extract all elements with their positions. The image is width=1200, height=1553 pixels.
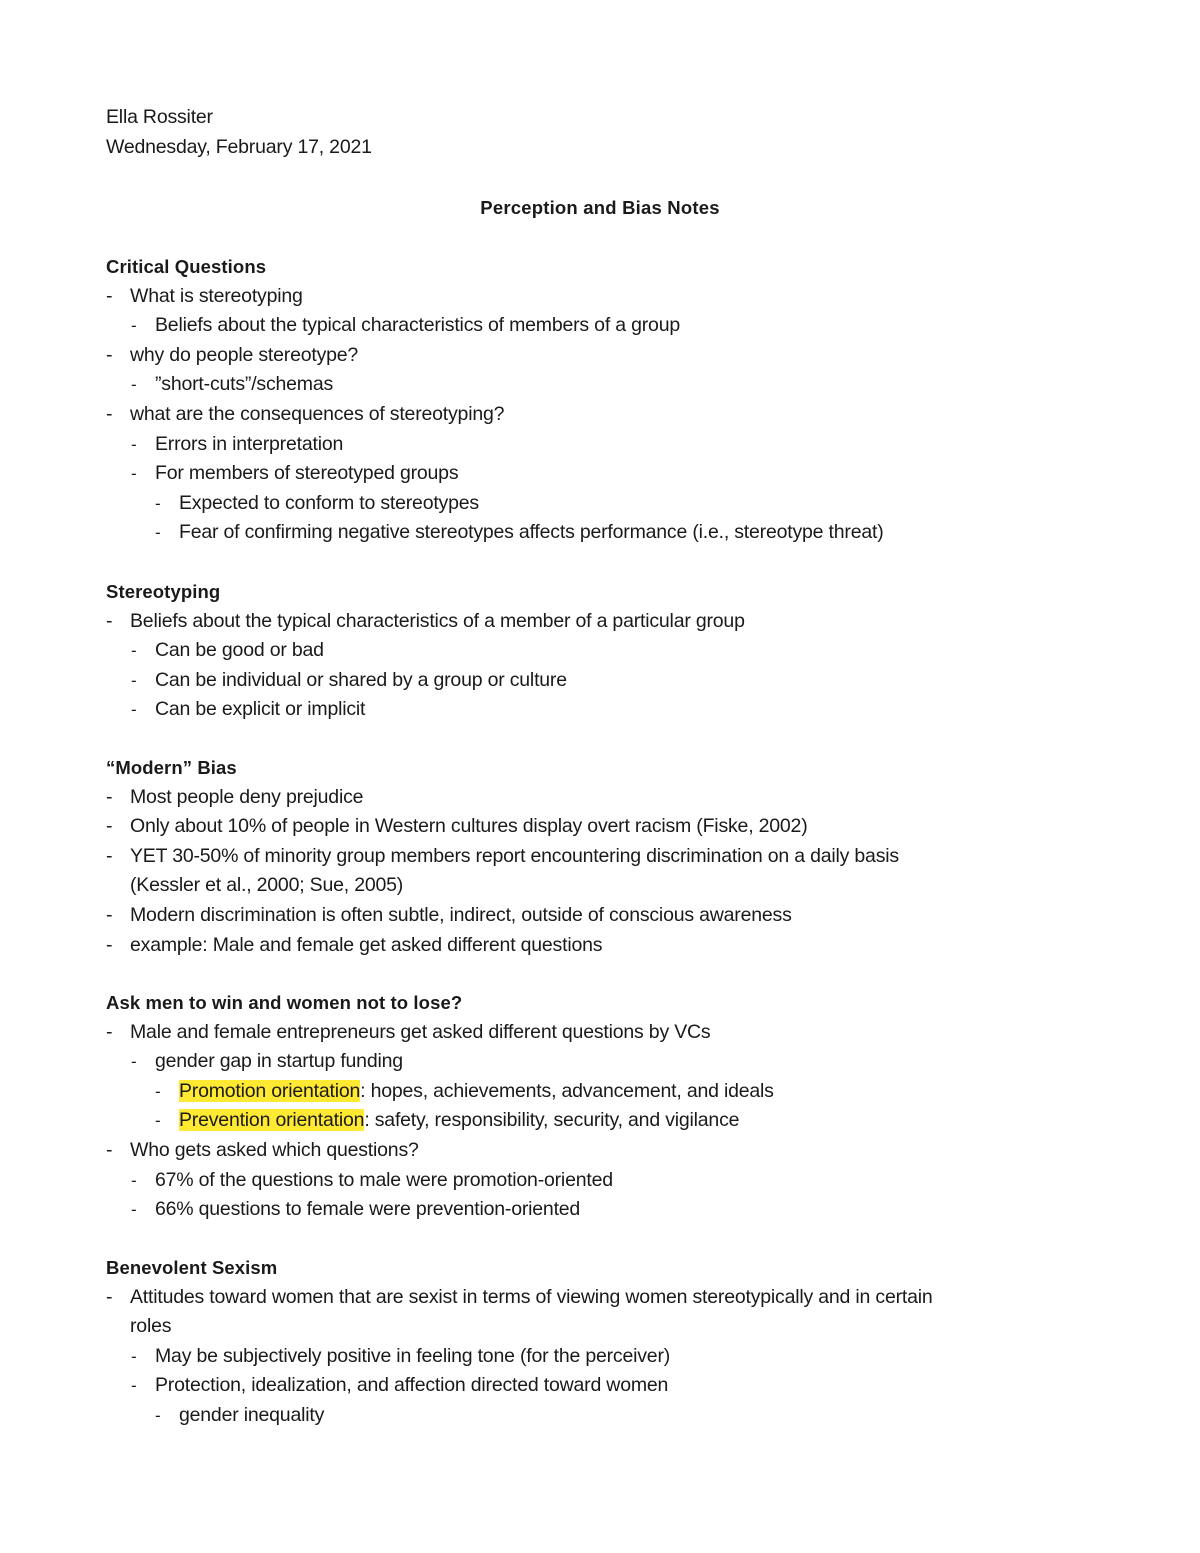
dash-bullet-icon: - bbox=[106, 785, 113, 808]
list-item: - Can be individual or shared by a group or culture bbox=[106, 666, 1106, 696]
dash-bullet-icon: - bbox=[155, 1111, 161, 1131]
list-item: - Modern discrimination is often subtle, indirect, outside of conscious awareness bbox=[106, 901, 1106, 931]
list-item: - Can be good or bad bbox=[106, 636, 1106, 666]
dash-bullet-icon: - bbox=[106, 343, 113, 366]
list-item: - Errors in interpretation bbox=[106, 430, 1106, 460]
section-ask-men-to-win bbox=[106, 988, 1106, 1225]
dash-bullet-icon: - bbox=[155, 523, 161, 543]
list-item: - what are the consequences of stereotyping? bbox=[106, 400, 1106, 430]
section-modern-bias bbox=[106, 753, 1106, 960]
list-item: - Who gets asked which questions? bbox=[106, 1136, 1106, 1166]
dash-bullet-icon: - bbox=[106, 1285, 113, 1308]
highlighted-term: Prevention orientation bbox=[179, 1109, 365, 1132]
dash-bullet-icon: - bbox=[106, 402, 113, 425]
list-item: - Can be explicit or implicit bbox=[106, 695, 1106, 725]
dash-bullet-icon: - bbox=[131, 700, 137, 720]
dash-bullet-icon: - bbox=[131, 434, 137, 454]
list-item: - Expected to conform to stereotypes bbox=[106, 489, 1106, 519]
section-heading: Critical Questions bbox=[106, 256, 267, 277]
dash-bullet-icon: - bbox=[131, 1170, 137, 1190]
list-item: - gender inequality bbox=[106, 1401, 1106, 1431]
dash-bullet-icon: - bbox=[106, 609, 113, 632]
list-item: - gender gap in startup funding bbox=[106, 1047, 1106, 1077]
dash-bullet-icon: - bbox=[131, 670, 137, 690]
section-heading: Ask men to win and women not to lose? bbox=[106, 992, 463, 1013]
document-date: Wednesday, February 17, 2021 bbox=[106, 136, 372, 158]
list-item: - 66% questions to female were prevention-oriented bbox=[106, 1195, 1106, 1225]
author-name: Ella Rossiter bbox=[106, 106, 213, 128]
dash-bullet-icon: - bbox=[106, 903, 113, 926]
dash-bullet-icon: - bbox=[155, 493, 161, 513]
dash-bullet-icon: - bbox=[131, 464, 137, 484]
list-item-continuation: roles bbox=[130, 1315, 172, 1338]
list-item: - Fear of confirming negative stereotypes affects performance (i.e., stereotype threat) bbox=[106, 518, 1106, 548]
list-item: - Beliefs about the typical characteristics of a member of a particular group bbox=[106, 607, 1106, 637]
dash-bullet-icon: - bbox=[131, 641, 137, 661]
list-item: - Protection, idealization, and affection directed toward women bbox=[106, 1371, 1106, 1401]
dash-bullet-icon: - bbox=[106, 284, 113, 307]
list-item: - May be subjectively positive in feeling tone (for the perceiver) bbox=[106, 1342, 1106, 1372]
list-item: - example: Male and female get asked different questions bbox=[106, 931, 1106, 961]
dash-bullet-icon: - bbox=[131, 316, 137, 336]
list-item: - why do people stereotype? bbox=[106, 341, 1106, 371]
dash-bullet-icon: - bbox=[155, 1405, 161, 1425]
list-item: - 67% of the questions to male were promotion-oriented bbox=[106, 1166, 1106, 1196]
list-item: - ”short-cuts”/schemas bbox=[106, 370, 1106, 400]
dash-bullet-icon: - bbox=[131, 1200, 137, 1220]
section-heading: Stereotyping bbox=[106, 581, 221, 602]
dash-bullet-icon: - bbox=[131, 375, 137, 395]
dash-bullet-icon: - bbox=[106, 1138, 113, 1161]
section-critical-questions bbox=[106, 252, 1106, 548]
dash-bullet-icon: - bbox=[131, 1346, 137, 1366]
dash-bullet-icon: - bbox=[106, 933, 113, 956]
dash-bullet-icon: - bbox=[155, 1081, 161, 1101]
list-item: - Promotion orientation: hopes, achievements, advancement, and ideals bbox=[106, 1077, 1106, 1107]
dash-bullet-icon: - bbox=[106, 1020, 113, 1043]
list-item: - Attitudes toward women that are sexist in terms of viewing women stereotypically and in certain bbox=[106, 1283, 1106, 1313]
list-item: - Male and female entrepreneurs get asked different questions by VCs bbox=[106, 1018, 1106, 1048]
highlighted-term: Promotion orientation bbox=[179, 1079, 361, 1102]
section-benevolent-sexism bbox=[106, 1253, 1106, 1431]
list-item: - Prevention orientation: safety, responsibility, security, and vigilance bbox=[106, 1106, 1106, 1136]
list-item: - For members of stereotyped groups bbox=[106, 459, 1106, 489]
list-item: - Beliefs about the typical characteristics of members of a group bbox=[106, 311, 1106, 341]
list-item: - What is stereotyping bbox=[106, 282, 1106, 312]
page-title: Perception and Bias Notes bbox=[480, 197, 720, 218]
list-item: - Most people deny prejudice bbox=[106, 783, 1106, 813]
dash-bullet-icon: - bbox=[106, 815, 113, 838]
section-heading: “Modern” Bias bbox=[106, 757, 237, 778]
dash-bullet-icon: - bbox=[131, 1052, 137, 1072]
section-stereotyping bbox=[106, 577, 1106, 725]
list-item: - YET 30-50% of minority group members report encountering discrimination on a daily basis bbox=[106, 842, 1106, 872]
section-heading: Benevolent Sexism bbox=[106, 1257, 278, 1278]
list-item: - Only about 10% of people in Western cultures display overt racism (Fiske, 2002) bbox=[106, 812, 1106, 842]
list-item-continuation: (Kessler et al., 2000; Sue, 2005) bbox=[130, 874, 404, 897]
dash-bullet-icon: - bbox=[106, 844, 113, 867]
dash-bullet-icon: - bbox=[131, 1376, 137, 1396]
